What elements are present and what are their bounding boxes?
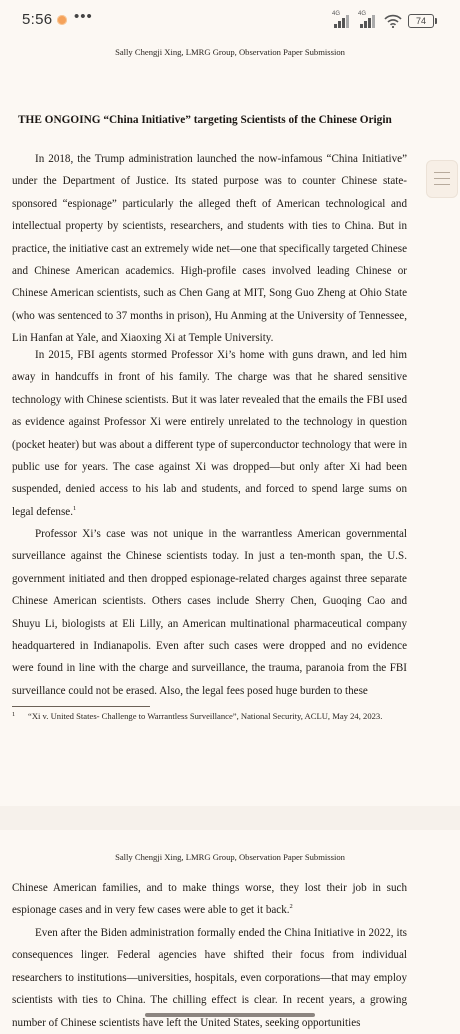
paragraph-text: In 2015, FBI agents stormed Professor Xi’s home with guns drawn, and led him away in handcuffs in front of his family. The charge was that he shared sensitive technology with Chinese scientists. But it was later revealed that the emails the FBI used as evidence against Professor Xi were entirely unrelated to the technology in question (pocket heater) but was about a different type of superconductor technology that were in public use for years. The case against Xi was dropped—but only after Xi had been suspended, denied access to his lab and students, and forced to spend large sums on legal defense. bbox=[12, 349, 407, 518]
status-icons bbox=[332, 12, 434, 28]
running-header: Sally Chengji Xing, LMRG Group, Observation Paper Submission bbox=[115, 47, 345, 57]
paragraph-text: Even after the Biden administration formally ended the China Initiative in 2022, its consequences linger. Federal agencies have shifted their focus from individual researchers to institutions—universities, hospitals, even corporations—that may employ scientists with ties to China. The chilling effect is clear. In recent years, a growing number of Chinese scientists have left the United States, seeking opportunities bbox=[12, 927, 407, 1029]
paragraph bbox=[12, 877, 407, 922]
paragraph bbox=[12, 148, 407, 350]
signal-2-label: 4G bbox=[358, 11, 367, 17]
signal-1-label: 4G bbox=[332, 11, 341, 17]
section-title: THE ONGOING “China Initiative” targeting Scientists of the Chinese Origin bbox=[18, 114, 392, 126]
running-header: Sally Chengji Xing, LMRG Group, Observation Paper Submission bbox=[115, 852, 345, 862]
status-bar bbox=[0, 0, 460, 40]
footnote: 1 “Xi v. United States- Challenge to Warrantless Surveillance”, National Security, ACLU, May 24, 2023. bbox=[12, 711, 383, 721]
document-page-1 bbox=[0, 40, 460, 806]
paragraph bbox=[12, 344, 407, 523]
paragraph bbox=[12, 523, 407, 702]
paragraph bbox=[12, 922, 407, 1034]
footnote-reference[interactable]: 1 bbox=[72, 504, 77, 512]
page-separator bbox=[0, 806, 460, 830]
notification-dot-icon bbox=[57, 15, 67, 25]
footnote-reference[interactable]: 2 bbox=[289, 903, 293, 911]
paragraph-text: Chinese American families, and to make things worse, they lost their job in such espionage cases and in very few cases were able to get it back. bbox=[12, 882, 407, 917]
more-notifications-icon: ••• bbox=[74, 8, 93, 25]
document-page-2 bbox=[0, 830, 460, 1029]
cellular-signal-2-icon bbox=[358, 11, 378, 28]
footnote-divider bbox=[12, 706, 150, 707]
cellular-signal-1-icon bbox=[332, 11, 352, 28]
status-time: 5:56 bbox=[22, 11, 53, 28]
paragraph-text: In 2018, the Trump administration launched the now-infamous “China Initiative” under the Department of Justice. Its stated purpose was to counter Chinese state-sponsored “espionage” particularly the alleged theft of American technological and intellectual property by scientists, researchers, and students with ties to China. But in practice, the initiative cast an extremely wide net—one that specifically targeted Chinese and Chinese American academics. High-profile cases involved leading Chinese or Chinese American scientists, such as Chen Gang at MIT, Song Guo Zheng at Ohio State (who was sentenced to 37 months in prison), Hu Anming at the University of Tennessee, Lin Hanfan at Yale, and Xiaoxing Xi at Temple University. bbox=[12, 153, 407, 345]
home-indicator[interactable] bbox=[145, 1013, 315, 1017]
footnote-text: “Xi v. United States- Challenge to Warrantless Surveillance”, National Security, ACLU, May 24, 2023. bbox=[28, 711, 383, 721]
wifi-icon bbox=[384, 14, 402, 28]
battery-icon: 74 bbox=[408, 14, 434, 28]
paragraph-text: Professor Xi’s case was not unique in the warrantless American governmental surveillance against the Chinese scientists today. In just a ten-month span, the U.S. government initiated and then dropped espionage-related charges against three separate Chinese American scientists. Others cases include Sherry Chen, Guoqing Cao and Shuyu Li, biologists at Eli Lilly, an American multinational pharmaceutical company headquartered in Indianapolis. Even after such cases were dropped and no evidence were found in line with the charge and surveillance, the trauma, paranoia from the FBI surveillance could not be erased. Also, the legal fees posed huge burden to these bbox=[12, 528, 407, 697]
table-of-contents-icon[interactable] bbox=[426, 160, 458, 198]
